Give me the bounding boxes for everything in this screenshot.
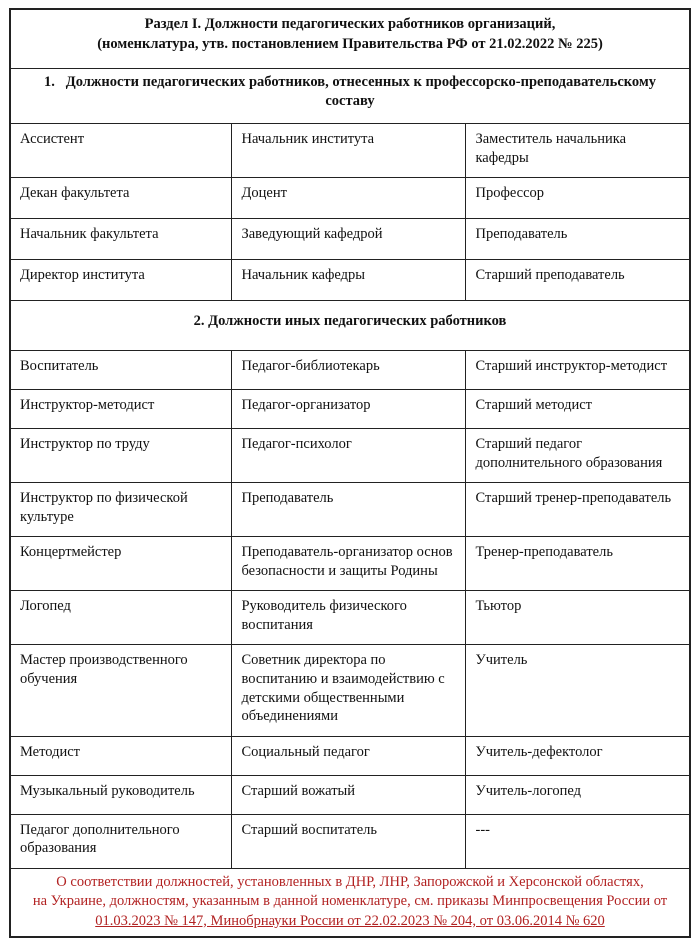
position-cell: Логопед	[10, 591, 232, 645]
table-row	[10, 483, 690, 537]
table-row	[10, 591, 690, 645]
table-row	[10, 124, 690, 178]
table-row	[10, 645, 690, 736]
position-cell: Педагог-психолог	[232, 429, 466, 483]
position-cell: Ассистент	[10, 124, 232, 178]
position-cell: Учитель-логопед	[466, 775, 690, 814]
position-cell: Социальный педагог	[232, 736, 466, 775]
position-cell: Педагог-библиотекарь	[232, 351, 466, 390]
position-cell: Педагог дополнительного образования	[10, 814, 232, 868]
position-cell: Начальник кафедры	[232, 260, 466, 301]
position-cell: Заведующий кафедрой	[232, 219, 466, 260]
position-cell: Старший преподаватель	[466, 260, 690, 301]
table-row-title	[10, 9, 690, 69]
position-cell: Инструктор-методист	[10, 390, 232, 429]
positions-nomenclature-table	[9, 8, 691, 938]
position-cell: Преподаватель	[466, 219, 690, 260]
document-title	[10, 9, 690, 69]
table-row	[10, 178, 690, 219]
document-title-line1: Раздел I. Должности педагогических работников организаций,	[144, 16, 556, 32]
table-row	[10, 219, 690, 260]
position-cell: Советник директора по воспитанию и взаимодействию с детскими общественными объединениями	[232, 645, 466, 736]
table-row-section1-heading	[10, 69, 690, 124]
position-cell: Заместитель начальника кафедры	[466, 124, 690, 178]
position-cell: Воспитатель	[10, 351, 232, 390]
position-cell: Старший методист	[466, 390, 690, 429]
position-cell: Тренер-преподаватель	[466, 537, 690, 591]
position-cell: Старший воспитатель	[232, 814, 466, 868]
position-cell: Директор института	[10, 260, 232, 301]
footer-note-line1: О соответствии должностей, установленных в ДНР, ЛНР, Запорожской и Херсонской областях,	[56, 873, 644, 890]
table-row	[10, 814, 690, 868]
footer-note-line2: на Украине, должностям, указанным в данной номенклатуре, см. приказы Минпросвещения России от	[32, 893, 668, 910]
document-title-line2: (номенклатура, утв. постановлением Правительства РФ от 21.02.2022 № 225)	[97, 35, 603, 52]
table-row	[10, 260, 690, 301]
position-cell: Начальник института	[232, 124, 466, 178]
table-row	[10, 429, 690, 483]
position-cell: Старший вожатый	[232, 775, 466, 814]
position-cell: Концертмейстер	[10, 537, 232, 591]
section1-heading: 1. Должности педагогических работников, отнесенных к профессорско-преподавательскому составу	[10, 69, 690, 124]
position-cell: ---	[466, 814, 690, 868]
position-cell: Музыкальный руководитель	[10, 775, 232, 814]
section2-heading: 2. Должности иных педагогических работников	[10, 301, 690, 351]
position-cell: Профессор	[466, 178, 690, 219]
position-cell: Начальник факультета	[10, 219, 232, 260]
position-cell: Мастер производственного обучения	[10, 645, 232, 736]
footer-note-line3: 01.03.2023 № 147, Минобрнауки России от 22.02.2023 № 204, от 03.06.2014 № 620	[95, 912, 605, 929]
position-cell: Преподаватель	[232, 483, 466, 537]
position-cell: Старший педагог дополнительного образования	[466, 429, 690, 483]
position-cell: Педагог-организатор	[232, 390, 466, 429]
table-row	[10, 390, 690, 429]
position-cell: Преподаватель-организатор основ безопасности и защиты Родины	[232, 537, 466, 591]
position-cell: Старший тренер-преподаватель	[466, 483, 690, 537]
footer-note	[10, 868, 690, 937]
position-cell: Инструктор по труду	[10, 429, 232, 483]
position-cell: Декан факультета	[10, 178, 232, 219]
position-cell: Учитель	[466, 645, 690, 736]
table-row	[10, 736, 690, 775]
position-cell: Учитель-дефектолог	[466, 736, 690, 775]
table-row	[10, 537, 690, 591]
position-cell: Тьютор	[466, 591, 690, 645]
position-cell: Старший инструктор-методист	[466, 351, 690, 390]
table-row	[10, 775, 690, 814]
position-cell: Инструктор по физической культуре	[10, 483, 232, 537]
position-cell: Руководитель физического воспитания	[232, 591, 466, 645]
position-cell: Методист	[10, 736, 232, 775]
table-row	[10, 351, 690, 390]
table-row-footer-note	[10, 868, 690, 937]
table-row-section2-heading	[10, 301, 690, 351]
position-cell: Доцент	[232, 178, 466, 219]
